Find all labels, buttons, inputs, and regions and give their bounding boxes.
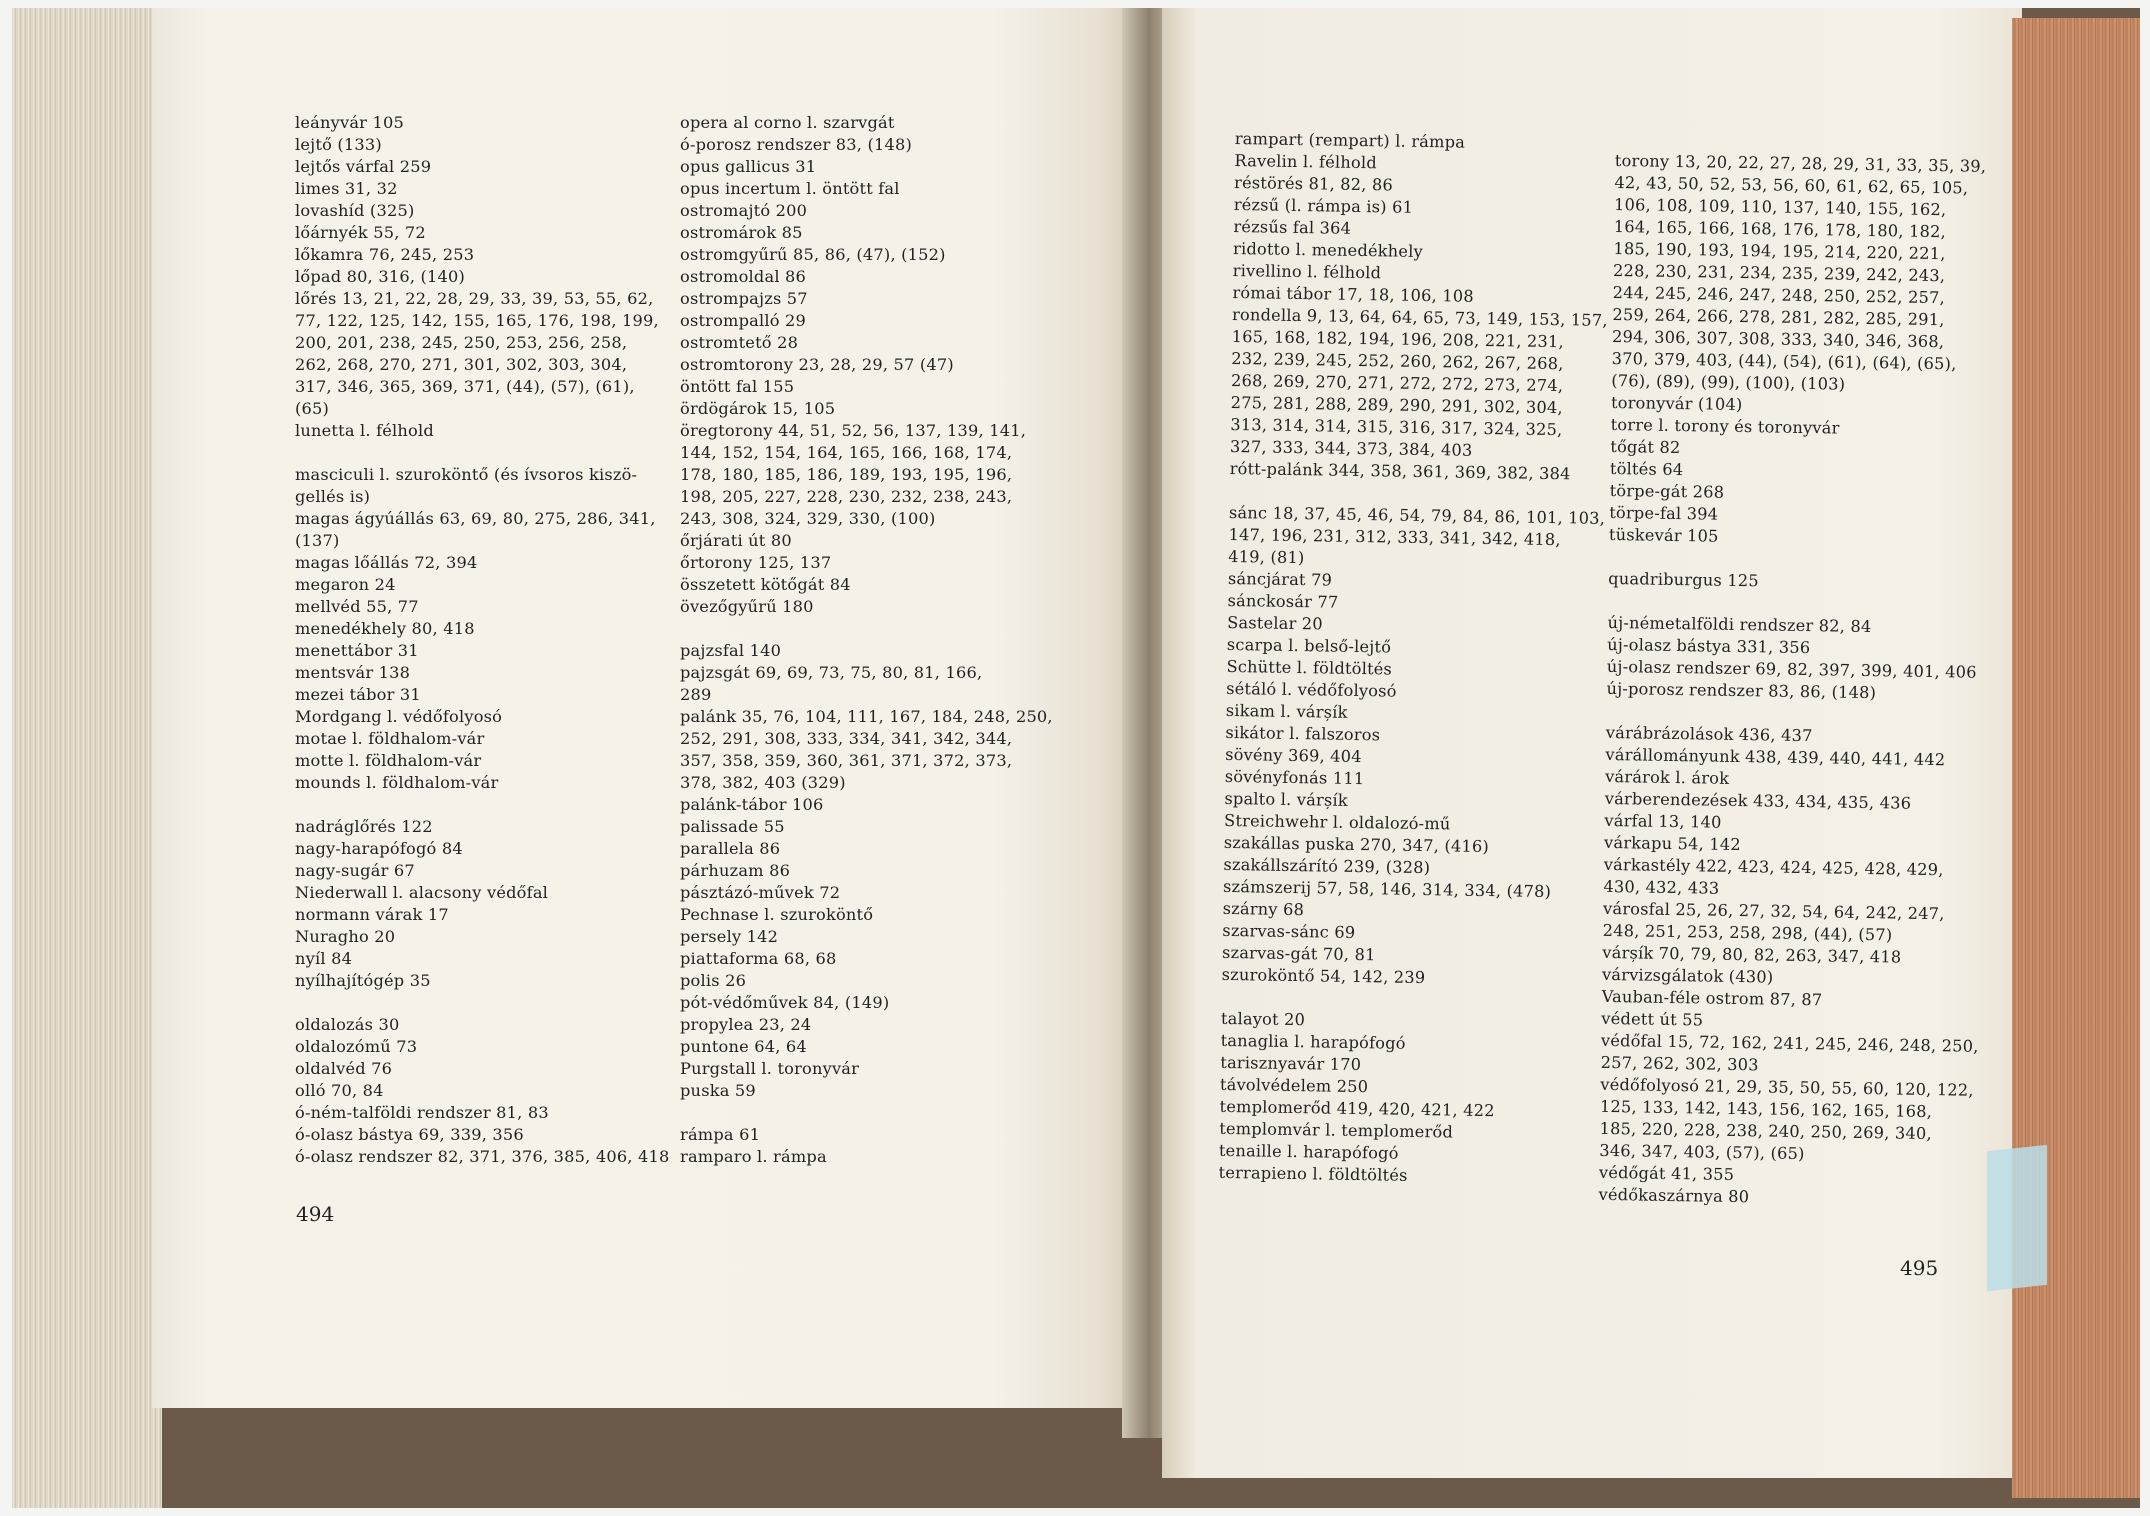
index-entry: 252, 291, 308, 333, 334, 341, 342, 344, <box>680 729 1013 748</box>
index-entry: 294, 306, 307, 308, 333, 340, 346, 368, <box>1611 326 1945 352</box>
index-entry: scarpa l. belső-lejtő <box>1226 634 1392 657</box>
index-entry: lőárnyék 55, 72 <box>295 223 426 242</box>
index-entry: tarisznyavár 170 <box>1220 1052 1362 1075</box>
index-entry: védett út 55 <box>1601 1008 1704 1030</box>
index-entry: őrjárati út 80 <box>680 531 792 550</box>
index-entry: 125, 133, 142, 143, 156, 162, 165, 168, <box>1599 1096 1933 1122</box>
index-entry: új-németalföldi rendszer 82, 84 <box>1607 612 1872 637</box>
index-entry: piattaforma 68, 68 <box>680 949 837 968</box>
index-entry: 185, 190, 193, 194, 195, 214, 220, 221, <box>1613 238 1946 264</box>
index-entry: övezőgyűrű 180 <box>680 597 814 616</box>
index-entry: pásztázó-művek 72 <box>680 883 841 902</box>
index-entry: új-porosz rendszer 83, 86, (148) <box>1606 678 1877 703</box>
index-entry: 248, 251, 253, 258, 298, (44), (57) <box>1602 920 1893 945</box>
index-entry: normann várak 17 <box>295 905 449 924</box>
index-entry: öregtorony 44, 51, 52, 56, 137, 139, 141, <box>680 421 1027 440</box>
index-entry: védőkaszárnya 80 <box>1598 1184 1750 1207</box>
index-entry: rézsűs fal 364 <box>1233 216 1352 238</box>
index-entry: (76), (89), (99), (100), (103) <box>1611 370 1846 394</box>
index-entry: ostromárok 85 <box>680 223 803 242</box>
index-entry: védőfolyosó 21, 29, 35, 50, 55, 60, 120, 122, <box>1600 1074 1974 1100</box>
index-entry: ó-porosz rendszer 83, (148) <box>680 135 913 154</box>
index-entry: 262, 268, 270, 271, 301, 302, 303, 304, <box>295 355 628 374</box>
index-entry: szárny 68 <box>1222 898 1305 920</box>
index-entry: 430, 432, 433 <box>1603 876 1720 898</box>
index-entry: ridotto l. menedékhely <box>1232 238 1424 261</box>
page-number-right: 495 <box>1900 1256 1939 1280</box>
index-entry: ostromoldal 86 <box>680 267 807 286</box>
index-entry: rampart (rempart) l. rámpa <box>1234 128 1466 152</box>
index-entry: opus gallicus 31 <box>680 157 817 176</box>
index-entry: várkapu 54, 142 <box>1603 832 1741 855</box>
index-column-2 <box>680 112 1065 1168</box>
index-entry: várvizsgálatok (430) <box>1601 964 1774 987</box>
index-entry: ostromgyűrű 85, 86, (47), (152) <box>680 245 946 264</box>
index-entry: lejtő (133) <box>295 135 382 154</box>
index-entry: sövény 369, 404 <box>1225 744 1362 767</box>
index-entry: 357, 358, 359, 360, 361, 371, 372, 373, <box>680 751 1013 770</box>
index-entry: palánk-tábor 106 <box>680 795 824 814</box>
index-entry: 346, 347, 403, (57), (65) <box>1599 1140 1805 1164</box>
index-column-1 <box>295 112 675 1168</box>
index-entry: Pechnase l. szuroköntő <box>680 905 874 924</box>
index-entry: 275, 281, 288, 289, 290, 291, 302, 304, <box>1230 392 1563 418</box>
index-entry: limes 31, 32 <box>295 179 398 198</box>
index-entry: távolvédelem 250 <box>1219 1074 1369 1097</box>
index-entry: várșík 70, 79, 80, 82, 263, 347, 418 <box>1602 942 1902 967</box>
index-entry: palánk 35, 76, 104, 111, 167, 184, 248, 250, <box>680 707 1053 726</box>
index-entry: sikátor l. falszoros <box>1225 722 1381 745</box>
index-entry: mellvéd 55, 77 <box>295 597 419 616</box>
index-entry: 198, 205, 227, 228, 230, 232, 238, 243, <box>680 487 1013 506</box>
page-number-left: 494 <box>296 1202 335 1226</box>
index-entry: lőrés 13, 21, 22, 28, 29, 33, 39, 53, 55, 62, <box>295 289 654 308</box>
index-entry: Niederwall l. alacsony védőfal <box>295 883 549 902</box>
index-entry: opus incertum l. öntött fal <box>680 179 900 198</box>
index-entry: Ravelin l. félhold <box>1234 150 1378 173</box>
index-entry: várárok l. árok <box>1605 766 1730 788</box>
index-entry: nyílhajítógép 35 <box>295 971 431 990</box>
index-entry: tenaille l. harapófogó <box>1218 1140 1399 1163</box>
index-entry: 378, 382, 403 (329) <box>680 773 846 792</box>
index-entry: torre l. torony és toronyvár <box>1610 414 1840 438</box>
index-entry: 317, 346, 365, 369, 371, (44), (57), (61), <box>295 377 635 396</box>
index-entry: nyíl 84 <box>295 949 353 968</box>
index-entry: számszerij 57, 58, 146, 314, 334, (478) <box>1222 876 1552 902</box>
index-gap <box>680 1102 1065 1124</box>
index-entry: nagy-harapófogó 84 <box>295 839 463 858</box>
index-entry: templomvár l. templomerőd <box>1219 1118 1454 1142</box>
index-entry: várállományunk 438, 439, 440, 441, 442 <box>1605 744 1946 770</box>
index-gap <box>680 618 1065 640</box>
index-entry: ó-olasz rendszer 82, 371, 376, 385, 406, 418 <box>295 1147 670 1166</box>
index-entry: 164, 165, 166, 168, 176, 178, 180, 182, <box>1613 216 1947 242</box>
index-entry: törpe-fal 394 <box>1609 502 1719 524</box>
index-entry: ostromtorony 23, 28, 29, 57 (47) <box>680 355 954 374</box>
index-entry: 257, 262, 302, 303 <box>1600 1052 1759 1075</box>
index-entry: propylea 23, 24 <box>680 1015 812 1034</box>
index-entry: sétáló l. védőfolyosó <box>1226 678 1397 701</box>
index-entry: rámpa 61 <box>680 1125 761 1144</box>
index-entry: magas ágyúállás 63, 69, 80, 275, 286, 341, <box>295 509 656 528</box>
index-entry: várábrázolások 436, 437 <box>1605 722 1813 746</box>
index-entry: Vauban-féle ostrom 87, 87 <box>1601 986 1823 1010</box>
index-entry: pót-védőművek 84, (149) <box>680 993 890 1012</box>
index-entry: 200, 201, 238, 245, 250, 253, 256, 258, <box>295 333 628 352</box>
index-entry: sikam l. várșík <box>1225 700 1348 722</box>
index-entry: 144, 152, 154, 164, 165, 166, 168, 174, <box>680 443 1013 462</box>
index-entry: szuroköntő 54, 142, 239 <box>1221 964 1426 988</box>
index-entry: sövényfonás 111 <box>1224 766 1365 789</box>
index-entry: pajzsgát 69, 69, 73, 75, 80, 81, 166, <box>680 663 983 682</box>
index-entry: várfal 13, 140 <box>1604 810 1722 832</box>
index-entry: talayot 20 <box>1220 1008 1306 1030</box>
index-entry: párhuzam 86 <box>680 861 791 880</box>
index-entry: ostrompalló 29 <box>680 311 807 330</box>
index-entry: mezei tábor 31 <box>295 685 421 704</box>
index-entry: őrtorony 125, 137 <box>680 553 832 572</box>
index-entry: ostrompajzs 57 <box>680 289 808 308</box>
index-entry: védőgát 41, 355 <box>1598 1162 1735 1184</box>
index-entry: ó-ném-talföldi rendszer 81, 83 <box>295 1103 549 1122</box>
index-entry: magas lőállás 72, 394 <box>295 553 478 572</box>
index-entry: torony 13, 20, 22, 27, 28, 29, 31, 33, 35, 39, <box>1614 150 1987 176</box>
index-entry: réstörés 81, 82, 86 <box>1233 172 1394 195</box>
index-entry: 289 <box>680 685 712 704</box>
index-entry: sánckosár 77 <box>1227 590 1339 612</box>
index-entry: motae l. földhalom-vár <box>295 729 485 748</box>
index-entry: ó-olasz bástya 69, 339, 356 <box>295 1125 524 1144</box>
index-entry: öntött fal 155 <box>680 377 795 396</box>
index-gap <box>295 794 675 816</box>
index-entry: quadriburgus 125 <box>1608 568 1759 591</box>
index-entry: 232, 239, 245, 252, 260, 262, 267, 268, <box>1231 348 1564 374</box>
index-entry: Streichwehr l. oldalozó-mű <box>1223 810 1451 834</box>
index-entry: (137) <box>295 531 340 550</box>
index-entry: tőgát 82 <box>1610 436 1681 458</box>
index-entry: rézsű (l. rámpa is) 61 <box>1233 194 1414 217</box>
index-entry: töltés 64 <box>1609 458 1684 480</box>
index-entry: Mordgang l. védőfolyosó <box>295 707 503 726</box>
index-entry: rivellino l. félhold <box>1232 260 1382 283</box>
index-entry: 165, 168, 182, 194, 196, 208, 221, 231, <box>1231 326 1565 352</box>
index-entry: várkastély 422, 423, 424, 425, 428, 429, <box>1603 854 1944 880</box>
index-entry: Schütte l. földtöltés <box>1226 656 1393 679</box>
index-entry: olló 70, 84 <box>295 1081 384 1100</box>
index-entry: ostromajtó 200 <box>680 201 808 220</box>
index-entry: 327, 333, 344, 373, 384, 403 <box>1229 436 1473 460</box>
index-entry: 178, 180, 185, 186, 189, 193, 195, 196, <box>680 465 1013 484</box>
index-entry: leányvár 105 <box>295 113 404 132</box>
index-entry: persely 142 <box>680 927 779 946</box>
index-entry: menettábor 31 <box>295 641 419 660</box>
index-entry: tüskevár 105 <box>1608 524 1719 546</box>
index-entry: mentsvár 138 <box>295 663 411 682</box>
index-entry: terrapieno l. földtöltés <box>1218 1162 1408 1185</box>
index-entry: szarvas-sánc 69 <box>1222 920 1356 942</box>
index-entry: (65) <box>295 399 330 418</box>
index-entry: lovashíd (325) <box>295 201 415 220</box>
index-entry: 313, 314, 314, 315, 316, 317, 324, 325, <box>1230 414 1563 440</box>
index-entry: 106, 108, 109, 110, 137, 140, 155, 162, <box>1613 194 1947 220</box>
index-entry: 419, (81) <box>1228 546 1305 568</box>
index-entry: oldalozómű 73 <box>295 1037 418 1056</box>
index-entry: lejtős várfal 259 <box>295 157 432 176</box>
index-entry: templomerőd 419, 420, 421, 422 <box>1219 1096 1495 1121</box>
index-entry: spalto l. várșík <box>1224 788 1348 810</box>
index-entry: ramparo l. rámpa <box>680 1147 827 1166</box>
index-entry: tanaglia l. harapófogó <box>1220 1030 1406 1053</box>
index-entry: Sastelar 20 <box>1227 612 1324 634</box>
index-entry: menedékhely 80, 418 <box>295 619 475 638</box>
index-entry: várberendezések 433, 434, 435, 436 <box>1604 788 1912 813</box>
index-entry: 268, 269, 270, 271, 272, 272, 273, 274, <box>1230 370 1564 396</box>
index-entry: ostromtető 28 <box>680 333 799 352</box>
index-entry: nagy-sugár 67 <box>295 861 415 880</box>
index-entry: opera al corno l. szarvgát <box>680 113 895 132</box>
index-entry: 228, 230, 231, 234, 235, 239, 242, 243, <box>1612 260 1946 286</box>
index-entry: puska 59 <box>680 1081 756 1100</box>
index-entry: toronyvár (104) <box>1610 392 1743 415</box>
index-entry: 147, 196, 231, 312, 333, 341, 342, 418, <box>1228 524 1561 550</box>
index-entry: összetett kötőgát 84 <box>680 575 851 594</box>
index-entry: oldalvéd 76 <box>295 1059 393 1078</box>
page-stack-left <box>12 8 162 1508</box>
index-entry: pajzsfal 140 <box>680 641 782 660</box>
index-entry: új-olasz rendszer 69, 82, 397, 399, 401, 406 <box>1606 656 1977 682</box>
index-column-4 <box>1598 150 1987 1212</box>
index-entry: szakállas puska 270, 347, (416) <box>1223 832 1490 857</box>
index-entry: 243, 308, 324, 329, 330, (100) <box>680 509 936 528</box>
index-entry: palissade 55 <box>680 817 785 836</box>
index-entry: törpe-gát 268 <box>1609 480 1725 502</box>
index-gap <box>295 442 675 464</box>
index-entry: lőkamra 76, 245, 253 <box>295 245 475 264</box>
index-entry: motte l. földhalom-vár <box>295 751 482 770</box>
index-entry: védőfal 15, 72, 162, 241, 245, 246, 248, 250, <box>1600 1030 1979 1056</box>
index-entry: lunetta l. félhold <box>295 421 434 440</box>
index-entry: 259, 264, 266, 278, 281, 282, 285, 291, <box>1612 304 1945 330</box>
index-entry: 42, 43, 50, 52, 53, 56, 60, 61, 62, 65, 105, <box>1614 172 1969 198</box>
index-entry: mounds l. földhalom-vár <box>295 773 499 792</box>
index-entry: megaron 24 <box>295 575 396 594</box>
index-entry: masciculi l. szuroköntő (és ívsoros kiszö- <box>295 465 638 484</box>
index-entry: lőpad 80, 316, (140) <box>295 267 466 286</box>
index-entry: nadráglőrés 122 <box>295 817 433 836</box>
index-gap <box>295 992 675 1014</box>
index-entry: városfal 25, 26, 27, 32, 54, 64, 242, 247, <box>1602 898 1945 924</box>
bookmark-tab <box>1987 1145 2047 1291</box>
index-entry: római tábor 17, 18, 106, 108 <box>1232 282 1474 306</box>
index-entry: Purgstall l. toronyvár <box>680 1059 860 1078</box>
index-entry: sáncjárat 79 <box>1227 568 1333 590</box>
index-entry: rondella 9, 13, 64, 64, 65, 73, 149, 153, 157, <box>1231 304 1608 330</box>
index-entry: sánc 18, 37, 45, 46, 54, 79, 84, 86, 101, 103, <box>1228 502 1606 528</box>
index-entry: oldalozás 30 <box>295 1015 400 1034</box>
index-entry: 77, 122, 125, 142, 155, 165, 176, 198, 199, <box>295 311 659 330</box>
index-entry: 244, 245, 246, 247, 248, 250, 252, 257, <box>1612 282 1946 308</box>
index-entry: polis 26 <box>680 971 747 990</box>
index-entry: Nuragho 20 <box>295 927 396 946</box>
index-entry: ördögárok 15, 105 <box>680 399 836 418</box>
index-column-3 <box>1218 128 1608 1190</box>
index-entry: 370, 379, 403, (44), (54), (61), (64), (65), <box>1611 348 1957 374</box>
index-entry: 185, 220, 228, 238, 240, 250, 269, 340, <box>1599 1118 1932 1144</box>
index-entry: szakállszárító 239, (328) <box>1223 854 1431 878</box>
index-entry: puntone 64, 64 <box>680 1037 807 1056</box>
index-entry: szarvas-gát 70, 81 <box>1221 942 1376 965</box>
index-entry: parallela 86 <box>680 839 781 858</box>
index-entry: új-olasz bástya 331, 356 <box>1607 634 1811 658</box>
index-entry: gellés is) <box>295 487 371 506</box>
index-entry: rótt-palánk 344, 358, 361, 369, 382, 384 <box>1229 458 1571 484</box>
